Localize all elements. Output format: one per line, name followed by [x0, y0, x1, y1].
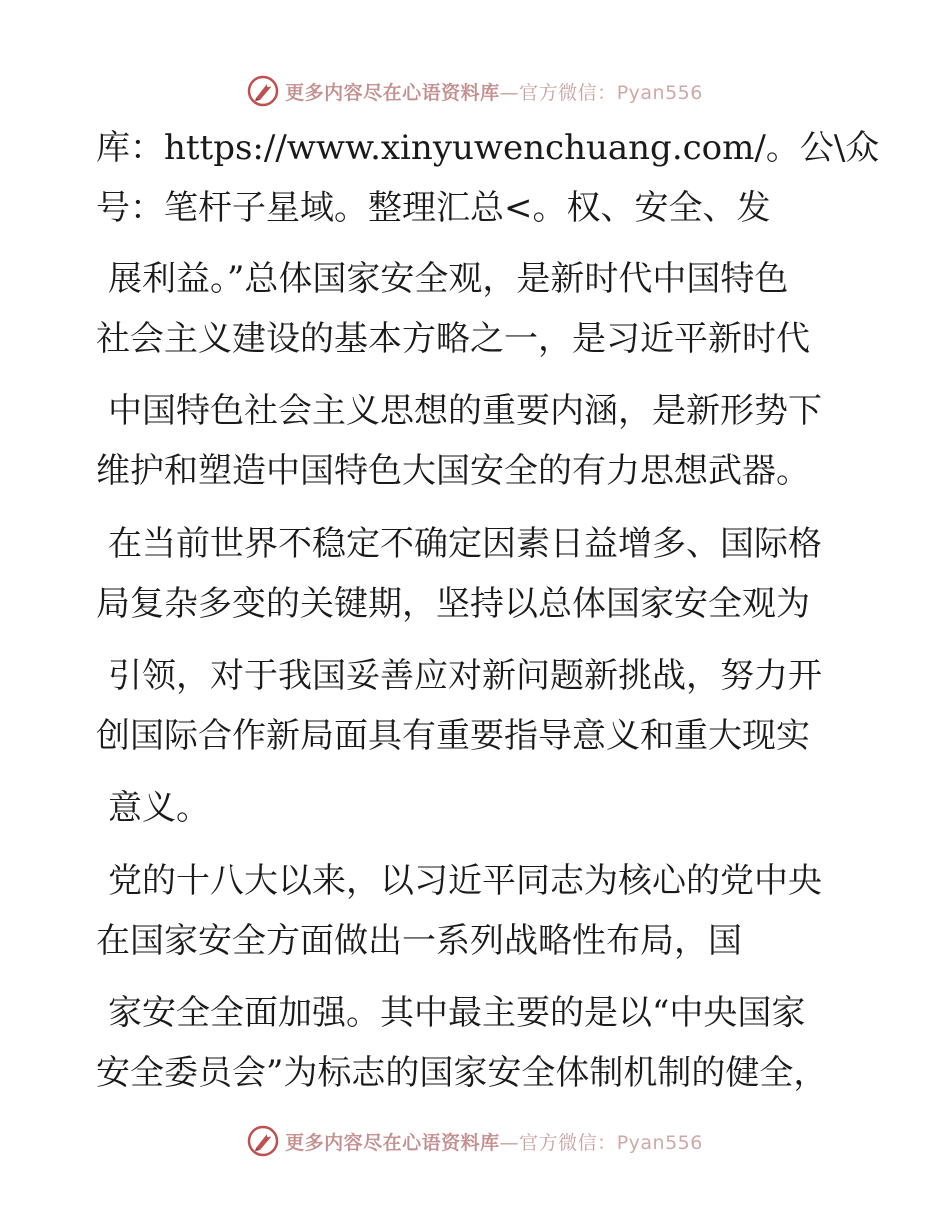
document-line: 在国家安全方面做出一系列战略性布局，国 — [96, 921, 742, 961]
header-wechat-label: 官方微信： — [519, 81, 617, 104]
document-line: 党的十八大以来，以习近平同志为核心的党中央 — [108, 861, 822, 901]
footer-banner-text — [285, 1128, 703, 1155]
document-line: 局复杂多变的关键期，坚持以总体国家安全观为 — [96, 584, 810, 624]
document-line: 号：笔杆子星域。整理汇总<。权、安全、发 — [96, 188, 771, 228]
document-line: 社会主义建设的基本方略之一，是习近平新时代 — [96, 319, 810, 359]
document-line: 创国际合作新局面具有重要指导意义和重大现实 — [96, 716, 810, 756]
document-line: 家安全全面加强。其中最主要的是以“中央国家 — [108, 993, 806, 1033]
header-brand: 更多内容尽在心语资料库 — [285, 81, 500, 104]
header-wechat-id: Pyan556 — [616, 81, 703, 104]
footer-wechat-label: 官方微信： — [519, 1131, 617, 1154]
footer-banner — [0, 1121, 950, 1161]
header-banner — [0, 71, 950, 111]
pen-logo-icon — [247, 75, 279, 107]
document-line: 安全委员会”为标志的国家安全体制机制的健全， — [96, 1053, 828, 1093]
pen-logo-icon — [247, 1125, 279, 1157]
document-line: 展利益。”总体国家安全观，是新时代中国特色 — [108, 259, 789, 299]
header-banner-text — [285, 78, 703, 105]
document-line: 意义。 — [108, 788, 210, 828]
footer-brand: 更多内容尽在心语资料库 — [285, 1131, 500, 1154]
document-line: 在当前世界不稳定不确定因素日益增多、国际格 — [108, 524, 822, 564]
footer-separator: — — [499, 1131, 520, 1154]
document-line: 维护和塑造中国特色大国安全的有力思想武器。 — [96, 451, 810, 491]
document-line: 引领，对于我国妥善应对新问题新挑战，努力开 — [108, 656, 822, 696]
header-separator: — — [499, 81, 520, 104]
document-line: 中国特色社会主义思想的重要内涵，是新形势下 — [108, 391, 822, 431]
footer-wechat-id: Pyan556 — [616, 1131, 703, 1154]
document-line: 库：https://www.xinyuwenchuang.com/。公\众 — [96, 128, 880, 168]
